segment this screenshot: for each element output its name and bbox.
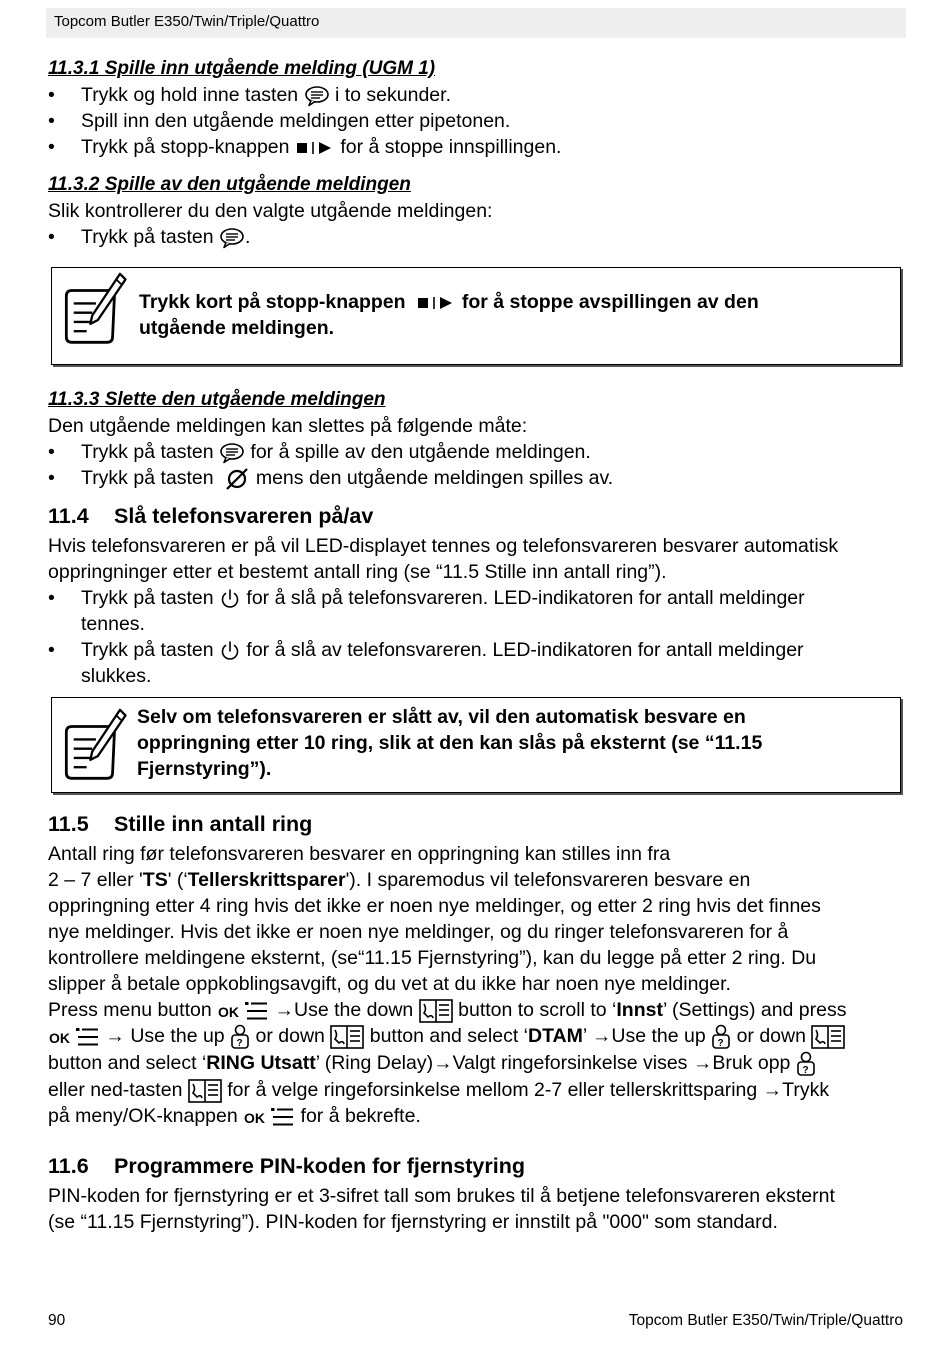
down-book-icon [811, 1025, 845, 1049]
section-number: 11.4 [48, 504, 89, 528]
text: i to sekunder. [335, 84, 451, 106]
header-title: Topcom Butler E350/Twin/Triple/Quattro [54, 13, 320, 30]
page-header [46, 8, 906, 38]
paragraph [48, 841, 903, 1129]
text: ’ (Settings) and press [662, 999, 847, 1021]
text: for å bekrefte. [300, 1104, 421, 1127]
list-11-3-2 [48, 224, 903, 250]
page-number: 90 [48, 1312, 66, 1329]
footer-title: Topcom Butler E350/Twin/Triple/Quattro [628, 1312, 903, 1329]
text: or down [255, 1025, 325, 1047]
power-icon [219, 588, 241, 610]
text: eller ned-tasten [48, 1078, 183, 1101]
text: ' (‘ [167, 869, 188, 891]
note-box [51, 697, 901, 793]
text: Innst [616, 999, 663, 1021]
section-number: 11.6 [48, 1153, 89, 1178]
up-person-icon [230, 1024, 250, 1050]
text-line [48, 1077, 903, 1103]
text: Antall ring før telefonsvareren besvarer en oppringning kan stilles inn fra [48, 843, 671, 865]
text: Trykk på tasten [81, 467, 214, 489]
list-item [48, 439, 903, 465]
text: nye meldinger. Hvis det ikke er noen nye meldinger, og du ringer telefonsvareren for å [48, 921, 789, 943]
text: Press menu button [48, 999, 212, 1021]
speech-bubble-icon [304, 85, 330, 107]
list-item [48, 134, 903, 160]
text: TS [142, 869, 168, 891]
speech-bubble-icon [219, 442, 245, 464]
paragraph [48, 533, 903, 585]
pen-note-icon [62, 708, 128, 782]
text: på meny/OK-knappen [48, 1104, 238, 1127]
text: button and select ‘ [48, 1051, 207, 1074]
heading-11-4 [48, 501, 903, 531]
text: Trykk og hold inne tasten [81, 84, 299, 106]
text: Fjernstyring”). [137, 758, 272, 780]
text: ’ (Ring Delay)→Valgt ringeforsinkelse vises →Bruk opp [315, 1051, 791, 1074]
text-line [48, 1023, 903, 1050]
text: for å stoppe innspillingen. [340, 136, 562, 158]
stop-play-icon [416, 293, 456, 313]
section-title: Stille inn antall ring [114, 812, 313, 836]
section-title: Programmere PIN-koden for fjernstyring [114, 1153, 525, 1178]
ok-menu-icon [217, 999, 269, 1023]
text: Spill inn den utgående meldingen etter pipetonen. [81, 110, 511, 132]
text: Trykk kort på stopp-knappen [139, 291, 406, 313]
text: slipper å betale oppkoblingsavgift, og du vet at du ikke har noen nye meldinger. [48, 973, 731, 995]
text: Trykk på tasten [81, 226, 214, 248]
delete-icon [224, 467, 250, 491]
text: DTAM [528, 1025, 583, 1047]
text: for å slå av telefonsvareren. LED-indikatoren for antall meldinger [246, 639, 804, 661]
text: oppringning etter 4 ring hvis det ikke er noen nye meldinger, og etter 2 ring hvis det finnes [48, 895, 821, 917]
list-11-3-1 [48, 82, 903, 160]
up-person-icon [796, 1051, 816, 1077]
note-text [137, 704, 762, 782]
list-item [48, 585, 903, 637]
ok-menu-icon [243, 1105, 295, 1129]
section-title: Slå telefonsvareren på/av [114, 504, 374, 528]
text: Hvis telefonsvareren er på vil LED-displayet tennes og telefonsvareren besvarer automatisk [48, 535, 839, 557]
note-box [51, 267, 901, 365]
text: Selv om telefonsvareren er slått av, vil den automatisk besvare en [137, 706, 746, 728]
text-line [48, 1050, 903, 1077]
text: RING Utsatt [206, 1051, 316, 1074]
note-text [139, 289, 759, 341]
text: for å spille av den utgående meldingen. [250, 441, 591, 463]
down-book-icon [330, 1025, 364, 1049]
ok-menu-icon [48, 1025, 100, 1049]
list-11-4 [48, 585, 903, 689]
text: Trykk på tasten [81, 587, 214, 609]
text: button to scroll to ‘ [458, 999, 617, 1021]
text: . [245, 226, 251, 248]
power-icon [219, 640, 241, 662]
text: PIN-koden for fjernstyring er et 3-sifret tall som brukes til å betjene telefonsvareren eksternt [48, 1184, 835, 1207]
heading-11-3-2: 11.3.2 Spille av den utgående meldingen [48, 174, 411, 195]
text: for å velge ringeforsinkelse mellom 2-7 eller tellerskrittsparing →Trykk [227, 1078, 830, 1101]
text: kontrollere meldingene eksternt, (se“11.15 Fjernstyring”), kan du legge på etter 2 ring. Du [48, 947, 817, 969]
down-book-icon [419, 999, 453, 1023]
text: oppringninger etter et bestemt antall ring (se “11.5 Stille inn antall ring”). [48, 561, 667, 583]
up-person-icon [711, 1024, 731, 1050]
text: Trykk på tasten [81, 441, 214, 463]
text: utgående meldingen. [139, 317, 335, 339]
list-item [48, 465, 903, 491]
text: (se “11.15 Fjernstyring”). PIN-koden for fjernstyring er innstilt på "000" som standard. [48, 1210, 778, 1233]
page-content [48, 54, 903, 1235]
stop-play-icon [295, 138, 335, 158]
text: button and select ‘ [369, 1025, 528, 1047]
speech-bubble-icon [219, 227, 245, 249]
text: '). I sparemodus vil telefonsvareren besvare en [345, 869, 751, 891]
text-line [48, 997, 903, 1023]
heading-11-3-3: 11.3.3 Slette den utgående meldingen [48, 389, 386, 410]
text: Tellerskrittsparer [187, 869, 346, 891]
list-item [48, 108, 903, 134]
text: for å stoppe avspillingen av den [461, 291, 759, 313]
text: Trykk på tasten [81, 639, 214, 661]
list-item [48, 637, 903, 689]
list-item [48, 82, 903, 108]
text: tennes. [81, 613, 145, 635]
paragraph [48, 1183, 903, 1235]
down-book-icon [188, 1079, 222, 1103]
text: for å slå på telefonsvareren. LED-indikatoren for antall meldinger [246, 587, 805, 609]
heading-11-6 [48, 1151, 903, 1181]
section-number: 11.5 [48, 812, 89, 836]
text: ’ →Use the up [582, 1025, 706, 1047]
text: mens den utgående meldingen spilles av. [255, 467, 614, 489]
text-line [48, 1103, 903, 1129]
text: slukkes. [81, 665, 152, 687]
intro-11-3-3: Den utgående meldingen kan slettes på følgende måte: [48, 415, 528, 437]
text: → Use the up [105, 1025, 225, 1047]
text: Trykk på stopp-knappen [81, 136, 290, 158]
heading-11-3-1: 11.3.1 Spille inn utgående melding (UGM 1) [48, 58, 436, 79]
heading-11-5 [48, 809, 903, 839]
text: or down [736, 1025, 806, 1047]
text: oppringning etter 10 ring, slik at den kan slås på eksternt (se “11.15 [137, 732, 763, 754]
text-line [48, 867, 903, 893]
list-item [48, 224, 903, 250]
text: →Use the down [274, 999, 414, 1021]
intro-11-3-2: Slik kontrollerer du den valgte utgående meldingen: [48, 200, 493, 222]
text: 2 – 7 eller ' [48, 869, 143, 891]
page-footer [48, 1312, 903, 1330]
pen-note-icon [62, 272, 128, 346]
list-11-3-3 [48, 439, 903, 491]
